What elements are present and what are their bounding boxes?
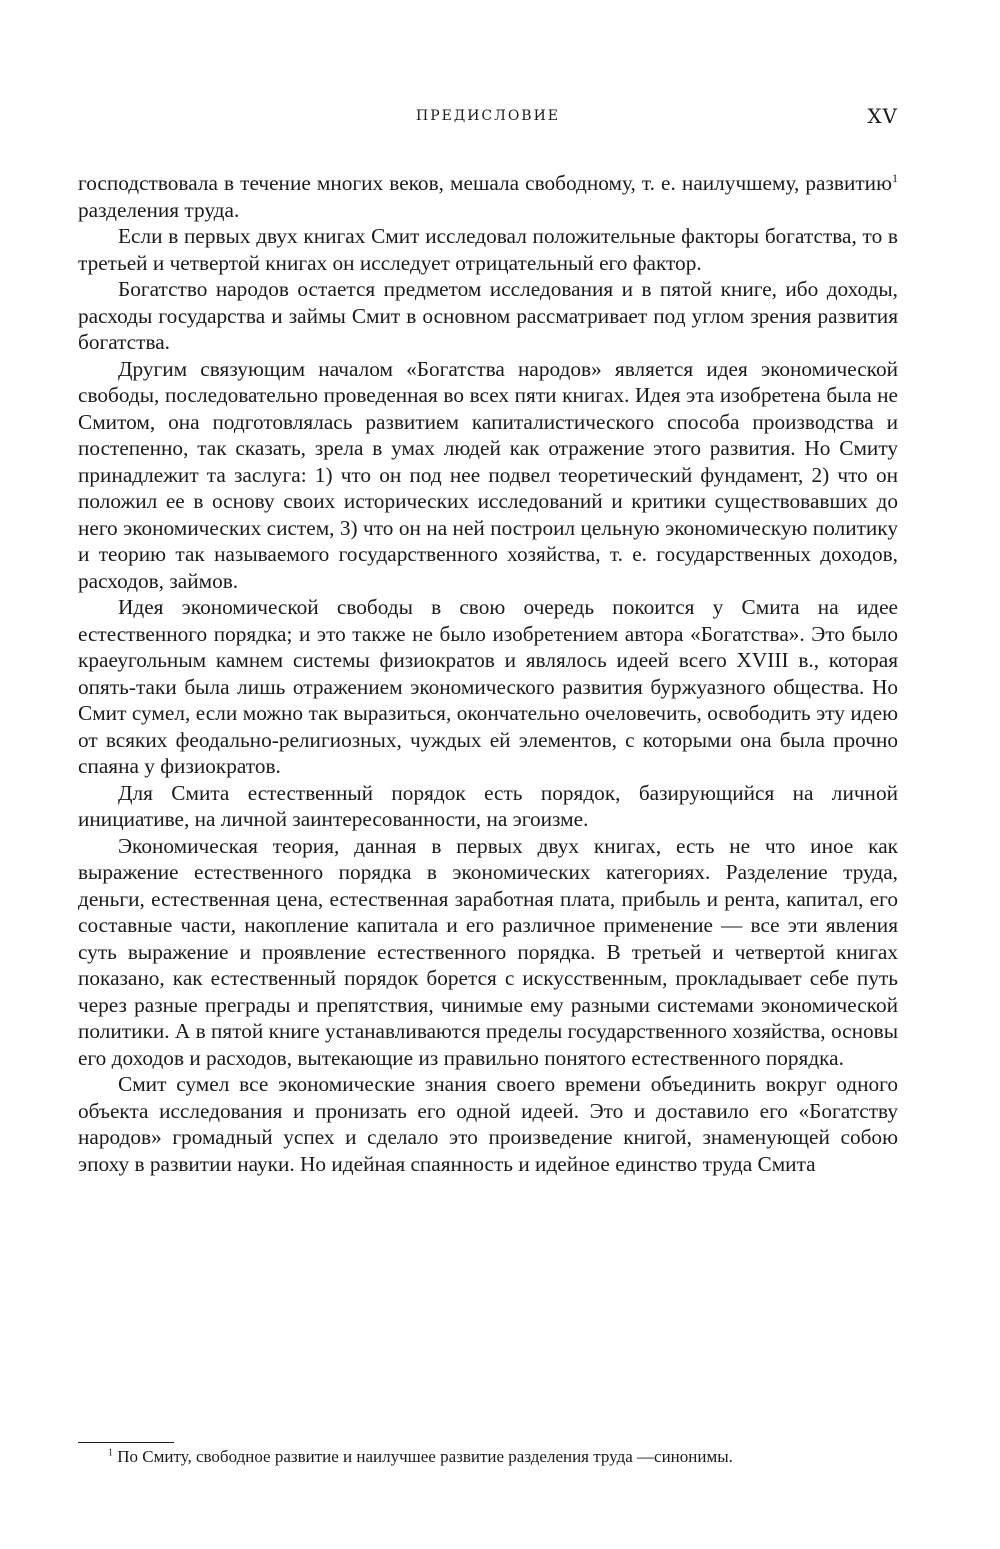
running-header: [78, 104, 898, 134]
paragraph-6: Для Смита естественный порядок есть порядок, базирующийся на личной инициативе, на личной заинтересованности, на эгоизме.: [78, 780, 898, 831]
footnote: [78, 1446, 898, 1468]
footnote-paragraph: [78, 1446, 898, 1468]
footnote-divider: [78, 1442, 174, 1443]
paragraph-1-text: господствовала в течение многих веков, мешала свободному, т. е. наилучшему, развитию: [78, 171, 892, 195]
paragraph-1-tail: разделения труда.: [78, 197, 240, 222]
page-number: XV: [867, 104, 898, 128]
footnote-reference: 1: [892, 170, 898, 185]
body-text: [78, 170, 898, 1177]
paragraph-4: Другим связующим началом «Богатства народов» является идея экономической свободы, последовательно проведенная во всех пяти книгах. Идея эта изобретена была не Смитом, она подготовлялась развитием капиталистического способа производства и постепенно, так сказать, зрела в умах людей как отражение этого развития. Но Смиту принадлежит та заслуга: 1) что он под нее подвел теоретический фундамент, 2) что он положил ее в основу своих исторических исследований и критики существовавших до него экономических систем, 3) что он на ней построил цельную экономическую политику и теорию так называемого государственного хозяйства, т. е. государственных доходов, расходов, займов.: [78, 356, 898, 593]
paragraph-7: Экономическая теория, данная в первых двух книгах, есть не что иное как выражение естественного порядка в экономических категориях. Разделение труда, деньги, естественная цена, естественная заработная плата, прибыль и рента, капитал, его составные части, накопление капитала и его различное применение — все эти явления суть выражение и проявление естественного порядка. В третьей и четвертой книгах показано, как естественный порядок борется с искусственным, прокладывает себе путь через разные преграды и препятствия, чинимые ему разными системами экономической политики. А в пятой книге устанавливаются пределы государственного хозяйства, основы его доходов и расходов, вытекающие из правильно понятого естественного порядка.: [78, 833, 898, 1070]
paragraph-3: Богатство народов остается предметом исследования и в пятой книге, ибо доходы, расходы государства и займы Смит в основном рассматривает под углом зрения развития богатства.: [78, 277, 898, 354]
paragraph-1: [78, 170, 898, 223]
paragraph-2: Если в первых двух книгах Смит исследовал положительные факторы богатства, то в третьей и четвертой книгах он исследует отрицательный его фактор.: [78, 224, 898, 275]
footnote-text: По Смиту, свободное развитие и наилучшее развитие разделения труда —синонимы.: [113, 1447, 733, 1466]
paragraph-5: Идея экономической свободы в свою очередь покоится у Смита на идее естественного порядка; и это также не было изобретением автора «Богатства». Это было краеугольным камнем системы физиократов и являлось идеей всего XVIII в., которая опять-таки была лишь отражением экономического развития буржуазного общества. Но Смит сумел, если можно так выразиться, окончательно очеловечить, освободить эту идею от всяких феодально-религиозных, чуждых ей элементов, с которыми она была прочно спаяна у физиократов.: [78, 595, 898, 778]
paragraph-8: Смит сумел все экономические знания своего времени объединить вокруг одного объекта исследования и пронизать его одной идеей. Это и доставило его «Богатству народов» громадный успех и сделало это произведение книгой, знаменующей собою эпоху в развитии науки. Но идейная спаянность и идейное единство труда Смита: [78, 1072, 898, 1176]
footnote-mark: 1: [108, 1447, 113, 1459]
running-title: ПРЕДИСЛОВИЕ: [415, 108, 561, 124]
book-page: [78, 0, 898, 1549]
